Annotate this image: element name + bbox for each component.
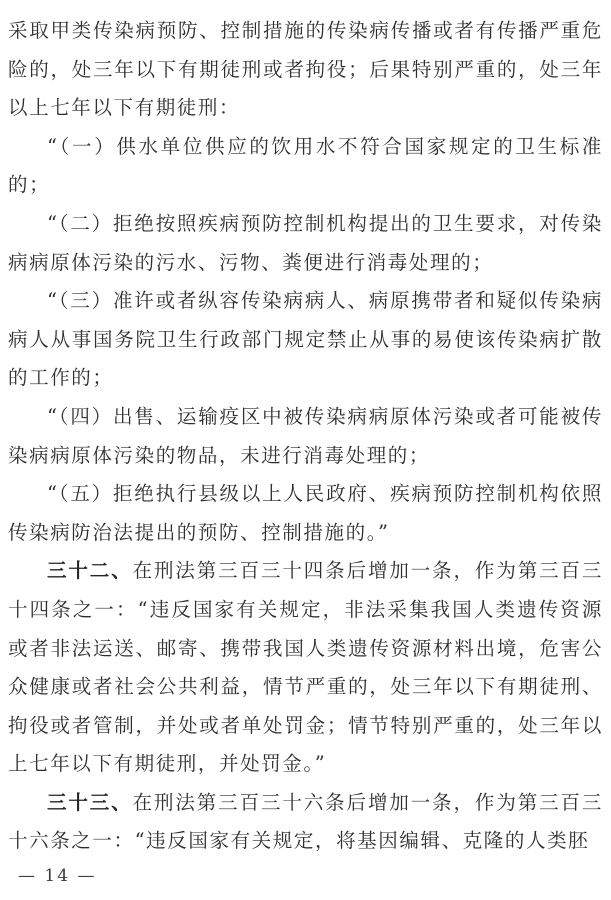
page-number: — 14 — bbox=[18, 866, 97, 886]
paragraph-text: 在刑法第三百三十四条后增加一条，作为第三百三十四条之一：“违反国家有关规定，非法采集我国人类遗传资源或者非法运送、邮寄、携带我国人类遗传资源材料出境，危害公众健康或者社会公共利益，情节严重的，处三年以下有期徒刑、拘役或者管制，并处或者单处罚金；情节特别严重的，处三年以上七年以下有期徒刑，并处罚金。” bbox=[8, 559, 604, 776]
paragraph-continuation bbox=[8, 12, 603, 128]
paragraph-item-2 bbox=[8, 205, 603, 282]
paragraph-text: “（四）出售、运输疫区中被传染病病原体污染或者可能被传染病病原体污染的物品，未进行消毒处理的； bbox=[8, 404, 603, 467]
paragraph-text: “（一）供水单位供应的饮用水不符合国家规定的卫生标准的； bbox=[8, 134, 603, 197]
paragraph-article-32 bbox=[8, 552, 603, 784]
paragraph-text: 采取甲类传染病预防、控制措施的传染病传播或者有传播严重危险的，处三年以下有期徒刑或者拘役；后果特别严重的，处三年以上七年以下有期徒刑： bbox=[8, 19, 603, 120]
paragraph-item-3 bbox=[8, 282, 603, 398]
document-body bbox=[8, 12, 603, 861]
paragraph-text: “（二）拒绝按照疾病预防控制机构提出的卫生要求，对传染病病原体污染的污水、污物、粪便进行消毒处理的； bbox=[8, 211, 603, 274]
section-number-33: 三十三、 bbox=[47, 790, 133, 814]
paragraph-item-5 bbox=[8, 475, 603, 552]
paragraph-item-4 bbox=[8, 398, 603, 475]
paragraph-text: “（五）拒绝执行县级以上人民政府、疾病预防控制机构依照传染病防治法提出的预防、控制措施的。” bbox=[8, 482, 603, 544]
section-number-32: 三十二、 bbox=[47, 559, 133, 583]
paragraph-text: 在刑法第三百三十六条后增加一条，作为第三百三十六条之一：“违反国家有关规定，将基因编辑、克隆的人类胚 bbox=[8, 790, 604, 853]
paragraph-article-33 bbox=[8, 784, 603, 861]
paragraph-item-1 bbox=[8, 128, 603, 205]
paragraph-text: “（三）准许或者纵容传染病病人、病原携带者和疑似传染病病人从事国务院卫生行政部门规定禁止从事的易使该传染病扩散的工作的； bbox=[8, 289, 603, 390]
